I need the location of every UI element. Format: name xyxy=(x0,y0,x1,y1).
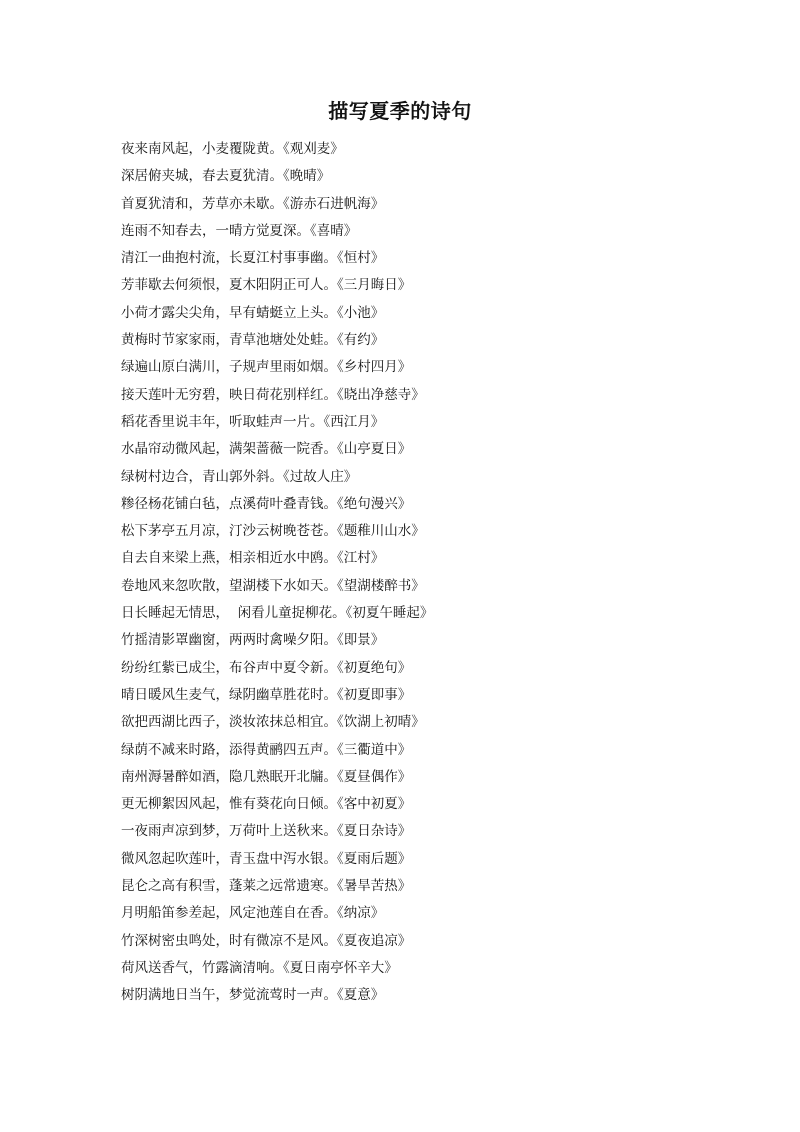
poem-line: 稻花香里说丰年，听取蛙声一片。《西江月》 xyxy=(121,413,385,430)
poem-line: 更无柳絮因风起，惟有葵花向日倾。《客中初夏》 xyxy=(121,796,412,813)
poem-line: 清江一曲抱村流，长夏江村事事幽。《恒村》 xyxy=(121,250,385,267)
poem-line: 连雨不知春去，一晴方觉夏深。《喜晴》 xyxy=(121,222,358,239)
poem-line: 绿树村边合，青山郭外斜。《过故人庄》 xyxy=(121,468,358,485)
poem-line: 日长睡起无情思， 闲看儿童捉柳花。《初夏午睡起》 xyxy=(121,605,434,622)
poem-line: 一夜雨声凉到梦，万荷叶上送秋来。《夏日杂诗》 xyxy=(121,823,412,840)
poem-list xyxy=(121,136,721,1010)
poem-line: 昆仑之高有积雪，蓬莱之远常遗寒。《暑旱苦热》 xyxy=(121,878,412,895)
poem-line: 首夏犹清和，芳草亦未歇。《游赤石进帆海》 xyxy=(121,195,385,212)
poem-line: 小荷才露尖尖角，早有蜻蜓立上头。《小池》 xyxy=(121,304,385,321)
poem-line: 水晶帘动微风起，满架蔷薇一院香。《山亭夏日》 xyxy=(121,441,412,458)
poem-line: 糁径杨花铺白毡，点溪荷叶叠青钱。《绝句漫兴》 xyxy=(121,495,412,512)
poem-line: 荷风送香气，竹露滴清响。《夏日南亭怀辛大》 xyxy=(121,959,398,976)
poem-line: 卷地风来忽吹散，望湖楼下水如天。《望湖楼醉书》 xyxy=(121,577,425,594)
poem-line: 深居俯夹城，春去夏犹清。《晚晴》 xyxy=(121,168,331,185)
poem-line: 芳菲歇去何须恨，夏木阳阴正可人。《三月晦日》 xyxy=(121,277,412,294)
poem-line: 绿遍山原白满川，子规声里雨如烟。《乡村四月》 xyxy=(121,359,412,376)
poem-line: 黄梅时节家家雨，青草池塘处处蛙。《有约》 xyxy=(121,332,385,349)
poem-line: 自去自来梁上燕，相亲相近水中鸥。《江村》 xyxy=(121,550,385,567)
poem-line: 南州溽暑醉如酒，隐几熟眠开北牖。《夏昼偶作》 xyxy=(121,768,412,785)
poem-line: 月明船笛参差起，风定池莲自在香。《纳凉》 xyxy=(121,905,385,922)
poem-line: 松下茅亭五月凉，汀沙云树晚苍苍。《题稚川山水》 xyxy=(121,523,425,540)
poem-line: 绿荫不减来时路，添得黄鹂四五声。《三衢道中》 xyxy=(121,741,412,758)
poem-line: 纷纷红紫已成尘，布谷声中夏令新。《初夏绝句》 xyxy=(121,659,412,676)
poem-line: 欲把西湖比西子，淡妆浓抹总相宜。《饮湖上初晴》 xyxy=(121,714,425,731)
page-title: 描写夏季的诗句 xyxy=(328,99,472,123)
poem-line: 夜来南风起，小麦覆陇黄。《观刈麦》 xyxy=(121,141,344,157)
poem-line: 接天莲叶无穷碧，映日荷花别样红。《晓出净慈寺》 xyxy=(121,386,425,403)
poem-line: 晴日暖风生麦气，绿阴幽草胜花时。《初夏即事》 xyxy=(121,686,412,703)
poem-line: 竹摇清影罩幽窗，两两时禽噪夕阳。《即景》 xyxy=(121,632,385,649)
poem-line: 竹深树密虫鸣处，时有微凉不是风。《夏夜追凉》 xyxy=(121,932,412,949)
poem-line: 微风忽起吹莲叶，青玉盘中泻水银。《夏雨后题》 xyxy=(121,850,412,867)
poem-line: 树阴满地日当午，梦觉流莺时一声。《夏意》 xyxy=(121,987,385,1004)
